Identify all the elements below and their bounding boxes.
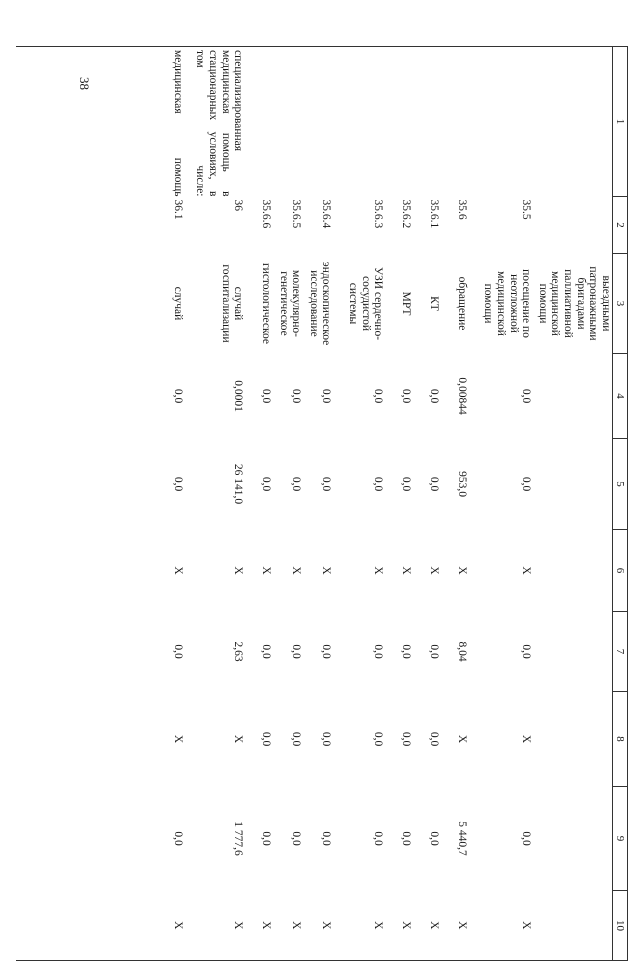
table-row bbox=[246, 47, 274, 961]
row-label bbox=[386, 47, 414, 197]
cell-value: X bbox=[172, 566, 185, 575]
cell-value: 2,63 bbox=[232, 641, 245, 662]
row-unit: обращение bbox=[456, 276, 469, 331]
cell-value: X bbox=[274, 891, 304, 961]
cell-value: X bbox=[304, 891, 334, 961]
cell-value: X bbox=[232, 734, 245, 744]
cell-value: 0,0 bbox=[290, 731, 303, 747]
cell-value: 0,0 bbox=[172, 644, 185, 659]
row-unit: случай bbox=[172, 286, 185, 321]
row-label bbox=[442, 47, 470, 197]
cell-value: 0,0 bbox=[520, 476, 533, 492]
cell-value: 0,0 bbox=[372, 831, 385, 846]
cell-value: 0,0 bbox=[428, 476, 441, 492]
data-table bbox=[16, 46, 628, 961]
cell-value: 0,0 bbox=[400, 644, 413, 659]
cell-value: 0,0 bbox=[260, 388, 273, 404]
row-code bbox=[534, 197, 612, 254]
row-label bbox=[414, 47, 442, 197]
row-label bbox=[246, 47, 274, 197]
row-unit: посещение по неотложной медицинской помощи bbox=[482, 269, 533, 338]
row-code: 35.6.3 bbox=[372, 199, 385, 229]
table-row bbox=[386, 47, 414, 961]
cell-value: 0,0 bbox=[520, 644, 533, 659]
cell-value: X bbox=[186, 891, 246, 961]
cell-value bbox=[534, 692, 612, 787]
cell-value: 0,0 bbox=[320, 644, 333, 659]
cell-value bbox=[534, 530, 612, 612]
table-row bbox=[442, 47, 470, 961]
cell-value: X bbox=[372, 566, 385, 575]
row-code: 35.6.1 bbox=[428, 199, 441, 229]
row-unit: выездными патронажными бригадами паллиативной медицинской помощи bbox=[536, 266, 612, 341]
cell-value: 0,0 bbox=[428, 388, 441, 404]
column-number: 3 bbox=[613, 254, 628, 354]
cell-value: X bbox=[320, 566, 333, 575]
column-number: 1 bbox=[613, 47, 628, 197]
cell-value: X bbox=[414, 891, 442, 961]
column-number: 5 bbox=[613, 439, 628, 530]
row-unit: молекулярно-генетическое bbox=[277, 270, 303, 337]
cell-value: 0,0 bbox=[260, 831, 273, 846]
cell-value: 0,0 bbox=[290, 831, 303, 846]
row-label bbox=[304, 47, 334, 197]
column-number: 9 bbox=[613, 787, 628, 891]
row-code: 35.6.2 bbox=[400, 199, 413, 229]
cell-value: X bbox=[386, 891, 414, 961]
table-row bbox=[470, 47, 534, 961]
cell-value: 0,0 bbox=[260, 476, 273, 492]
cell-value: X bbox=[442, 891, 470, 961]
cell-value: 0,0 bbox=[260, 731, 273, 747]
cell-value bbox=[534, 354, 612, 439]
cell-value: X bbox=[16, 891, 186, 961]
row-code: 36 bbox=[232, 199, 245, 211]
cell-value: X bbox=[456, 566, 469, 575]
cell-value: 0,0 bbox=[520, 388, 533, 404]
table-row bbox=[186, 47, 246, 961]
cell-value: X bbox=[428, 566, 441, 575]
cell-value: 0,0 bbox=[290, 388, 303, 404]
cell-value: 0,0 bbox=[400, 388, 413, 404]
row-code: 35.6.5 bbox=[290, 199, 303, 229]
cell-value: 0,0 bbox=[372, 388, 385, 404]
cell-value: 0,0 bbox=[260, 644, 273, 659]
cell-value: X bbox=[456, 734, 469, 744]
cell-value: X bbox=[400, 566, 413, 575]
row-code: 35.5 bbox=[520, 199, 533, 220]
row-unit: эндоскопическое исследование bbox=[307, 261, 333, 346]
row-code: 35.6.4 bbox=[320, 199, 333, 229]
cell-value: 0,0 bbox=[372, 644, 385, 659]
cell-value: 0,0 bbox=[172, 388, 185, 404]
row-unit: УЗИ сердечно-сосудистой системы bbox=[346, 266, 385, 341]
cell-value: X bbox=[520, 566, 533, 575]
cell-value: 0,0 bbox=[400, 831, 413, 846]
cell-value: 0,0 bbox=[290, 476, 303, 492]
cell-value bbox=[534, 787, 612, 891]
column-number: 4 bbox=[613, 354, 628, 439]
cell-value: 0,0 bbox=[400, 731, 413, 747]
cell-value: 0,0 bbox=[172, 476, 185, 492]
column-number: 8 bbox=[613, 692, 628, 787]
cell-value: 0,0 bbox=[428, 644, 441, 659]
cell-value: 8,04 bbox=[456, 641, 469, 662]
table-row bbox=[274, 47, 304, 961]
cell-value: 0,0 bbox=[290, 644, 303, 659]
cell-value: X bbox=[246, 891, 274, 961]
cell-value: 0,0001 bbox=[232, 380, 245, 412]
cell-value bbox=[534, 612, 612, 692]
cell-value: 0,0 bbox=[320, 388, 333, 404]
cell-value: X bbox=[334, 891, 386, 961]
row-label bbox=[334, 47, 386, 197]
cell-value: 0,0 bbox=[520, 831, 533, 846]
cell-value: 0,0 bbox=[320, 476, 333, 492]
cell-value: 5 440,7 bbox=[456, 821, 469, 856]
row-label bbox=[534, 47, 612, 197]
cell-value: X bbox=[290, 566, 303, 575]
column-number: 2 bbox=[613, 197, 628, 254]
table-row bbox=[16, 47, 186, 961]
row-label bbox=[274, 47, 304, 197]
table-row bbox=[304, 47, 334, 961]
cell-value: X bbox=[260, 566, 273, 575]
cell-value: 0,0 bbox=[428, 731, 441, 747]
row-unit: случай госпитализации bbox=[219, 264, 245, 343]
cell-value: 0,0 bbox=[428, 831, 441, 846]
page-number: 38 bbox=[77, 77, 92, 90]
cell-value: 0,0 bbox=[372, 731, 385, 747]
row-label: специализированная медицинская помощь в стационарных условиях, в том числе: bbox=[186, 47, 246, 197]
row-unit: гистологическое bbox=[260, 262, 273, 345]
row-label: медицинская помощь bbox=[16, 47, 186, 197]
cell-value: X bbox=[470, 891, 534, 961]
cell-value: X bbox=[172, 734, 185, 744]
column-number-row bbox=[613, 47, 628, 961]
cell-value: 0,0 bbox=[400, 476, 413, 492]
column-number: 10 bbox=[613, 891, 628, 961]
cell-value: X bbox=[520, 734, 533, 744]
cell-value: 26 141,0 bbox=[232, 463, 245, 505]
row-unit: МРТ bbox=[400, 291, 413, 316]
row-unit: КТ bbox=[428, 296, 441, 311]
column-number: 6 bbox=[613, 530, 628, 612]
table-row bbox=[534, 47, 612, 961]
cell-value: 0,0 bbox=[320, 731, 333, 747]
cell-value bbox=[534, 891, 612, 961]
cell-value bbox=[534, 439, 612, 530]
cell-value: 0,0 bbox=[172, 831, 185, 846]
cell-value: X bbox=[232, 566, 245, 575]
table-row bbox=[334, 47, 386, 961]
column-number: 7 bbox=[613, 612, 628, 692]
cell-value: 953,0 bbox=[456, 471, 469, 497]
row-code: 36.1 bbox=[172, 199, 185, 220]
cell-value: 0,00844 bbox=[456, 377, 469, 415]
cell-value: 0,0 bbox=[320, 831, 333, 846]
row-label bbox=[470, 47, 534, 197]
cell-value: 1 777,6 bbox=[232, 821, 245, 856]
table-row bbox=[414, 47, 442, 961]
cell-value: 0,0 bbox=[372, 476, 385, 492]
row-code: 35.6.6 bbox=[260, 199, 273, 229]
row-code: 35.6 bbox=[456, 199, 469, 220]
